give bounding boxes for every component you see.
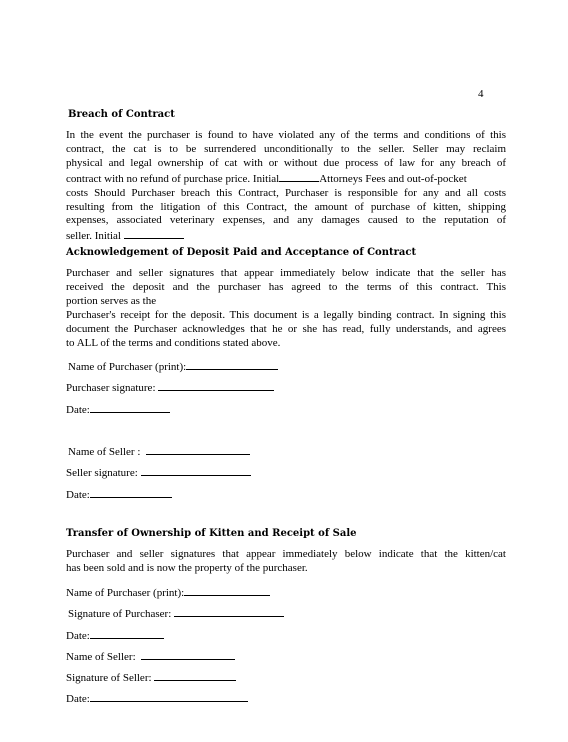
breach-line-initial	[66, 171, 506, 187]
transfer-heading: Transfer of Ownership of Kitten and Receipt of Sale	[66, 528, 357, 539]
deposit-date-line[interactable]	[90, 401, 170, 413]
field-label: Signature of Seller:	[66, 672, 152, 684]
deposit-date-field	[66, 401, 170, 416]
field-label: Name of Purchaser (print):	[66, 587, 185, 599]
transfer-purchaser-signature-line[interactable]	[174, 605, 284, 617]
deposit-line: portion serves as the	[66, 294, 157, 307]
transfer-seller-name-line[interactable]	[141, 648, 235, 660]
breach-line: In the event the purchaser is found to have violated any of the terms and conditions of this	[66, 129, 506, 141]
transfer-seller-date-field	[66, 690, 248, 705]
transfer-date-line[interactable]	[90, 627, 164, 639]
deposit-heading: Acknowledgement of Deposit Paid and Acceptance of Contract	[66, 247, 417, 258]
breach-line: seller. Initial	[66, 230, 121, 243]
page-number: 4	[478, 88, 484, 100]
deposit-line: to ALL of the terms and conditions stated above.	[66, 336, 281, 349]
purchaser-signature-line[interactable]	[158, 379, 274, 391]
purchaser-name-line[interactable]	[186, 358, 278, 370]
deposit-line: document the Purchaser acknowledges that he or she has read, fully understands, and agrees	[66, 322, 506, 335]
breach-line-initial-2	[66, 228, 506, 244]
deposit-line: received the deposit and the purchaser has agreed to the terms of this contract. This	[66, 280, 506, 293]
seller-date-line[interactable]	[90, 486, 172, 498]
transfer-seller-signature-line[interactable]	[154, 669, 236, 681]
deposit-seller-name-field	[68, 443, 250, 458]
deposit-seller-date-field	[66, 486, 172, 501]
transfer-seller-date-line[interactable]	[90, 690, 248, 702]
field-label: Seller signature:	[66, 467, 138, 479]
field-label: Date:	[66, 404, 90, 416]
seller-name-line[interactable]	[146, 443, 250, 455]
transfer-paragraph	[66, 548, 506, 576]
breach-line: expenses, associated veterinary expenses, and any damages caused to the reputation of	[66, 214, 506, 227]
deposit-seller-signature-field	[66, 464, 251, 479]
breach-paragraph	[66, 129, 506, 244]
breach-heading: Breach of Contract	[68, 109, 175, 120]
transfer-purchaser-name-field	[66, 584, 270, 599]
breach-line: resulting from the litigation of this Contract, the amount of purchase of kitten, shipping	[66, 200, 506, 213]
initial-blank-1[interactable]	[279, 171, 319, 182]
field-label: Name of Purchaser (print):	[68, 361, 187, 373]
initial-blank-2[interactable]	[124, 228, 184, 239]
transfer-purchaser-name-line[interactable]	[184, 584, 270, 596]
field-label: Date:	[66, 693, 90, 705]
transfer-purchaser-signature-field	[68, 605, 284, 620]
seller-signature-line[interactable]	[141, 464, 251, 476]
field-label: Signature of Purchaser:	[68, 608, 172, 620]
deposit-line: Purchaser's receipt for the deposit. This document is a legally binding contract. In signing this	[66, 308, 506, 321]
transfer-seller-signature-field	[66, 669, 236, 684]
field-label: Purchaser signature:	[66, 382, 156, 394]
breach-line: Attorneys Fees and out-of-pocket	[319, 172, 467, 185]
transfer-date-field	[66, 627, 164, 642]
transfer-line: Purchaser and seller signatures that appear immediately below indicate that the kitten/cat	[66, 548, 506, 560]
field-label: Name of Seller :	[68, 446, 141, 458]
transfer-line: has been sold and is now the property of the purchaser.	[66, 561, 308, 574]
deposit-purchaser-name-field	[68, 358, 278, 373]
deposit-line: Purchaser and seller signatures that appear immediately below indicate that the seller has	[66, 267, 506, 279]
breach-line: contract with no refund of purchase price. Initial	[66, 172, 280, 185]
breach-line: physical and legal ownership of cat with or without due process of law for any breach of	[66, 156, 506, 169]
deposit-paragraph	[66, 267, 506, 350]
field-label: Name of Seller:	[66, 651, 136, 663]
breach-line: costs Should Purchaser breach this Contract, Purchaser is responsible for any and all costs	[66, 186, 506, 199]
field-label: Date:	[66, 489, 90, 501]
deposit-purchaser-signature-field	[66, 379, 274, 394]
transfer-seller-name-field	[66, 648, 235, 663]
breach-line: contract, the cat is to be surrendered unconditionally to the seller. Seller may reclaim	[66, 142, 506, 155]
field-label: Date:	[66, 630, 90, 642]
